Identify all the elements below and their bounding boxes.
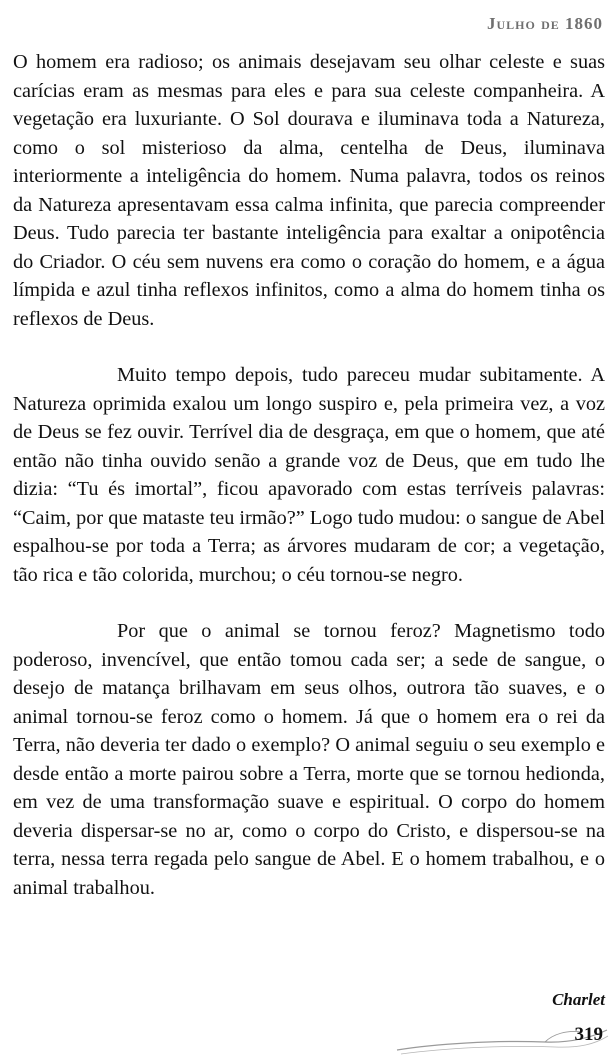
page-number: 319 [574, 1024, 603, 1045]
running-head [487, 14, 603, 34]
body-text [13, 48, 605, 930]
paragraph-3: Por que o animal se tornou feroz? Magnetismo todo poderoso, invencível, que então tomou cada ser; a sede de sangue, o desejo de matança brilhavam em seus olhos, outrora tão suaves, e o animal tornou-se feroz como o homem. Já que o homem era o rei da Terra, não deveria ter dado o exemplo? O animal seguiu o seu exemplo e desde então a morte pairou sobre a Terra, morte que se tornou hedionda, em vez de uma transformação suave e espiritual. O corpo do homem deveria dispersar-se no ar, como o corpo do Cristo, e dispersou-se na terra, nessa terra regada pelo sangue de Abel. E o homem trabalhou, e o animal trabalhou. [13, 620, 605, 899]
paragraph-2: Muito tempo depois, tudo pareceu mudar subitamente. A Natureza oprimida exalou um longo suspiro e, pela primeira vez, a voz de Deus se fez ouvir. Terrível dia de desgraça, em que o homem, que até então não tinha ouvido senão a grande voz de Deus, que em tudo lhe dizia: “Tu és imortal”, ficou apavorado com estas terríveis palavras: “Caim, por que mataste teu irmão?” Logo tudo mudou: o sangue de Abel espalhou-se por toda a Terra; as árvores mudaram de cor; a vegetação, tão rica e tão colorida, murchou; o céu tornou-se negro. [13, 364, 605, 586]
running-head-text: Julho de 1860 [486, 14, 603, 33]
paragraph-1: O homem era radioso; os animais desejavam seu olhar celeste e suas carícias eram as mesmas para eles e para sua celeste companheira. A vegetação era luxuriante. O Sol dourava e iluminava toda a Natureza, como o sol misterioso da alma, centelha de Deus, iluminava interiormente a inteligência do homem. Numa palavra, todos os reinos da Natureza apresentavam essa calma infinita, que parecia compreender Deus. Tudo parecia ter bastante inteligência para exaltar a onipotência do Criador. O céu sem nuvens era como o coração do homem, e a água límpida e azul tinha reflexos infinitos, como a alma do homem tinha os reflexos de Deus. [13, 51, 605, 330]
author-signature: Charlet [552, 990, 605, 1009]
